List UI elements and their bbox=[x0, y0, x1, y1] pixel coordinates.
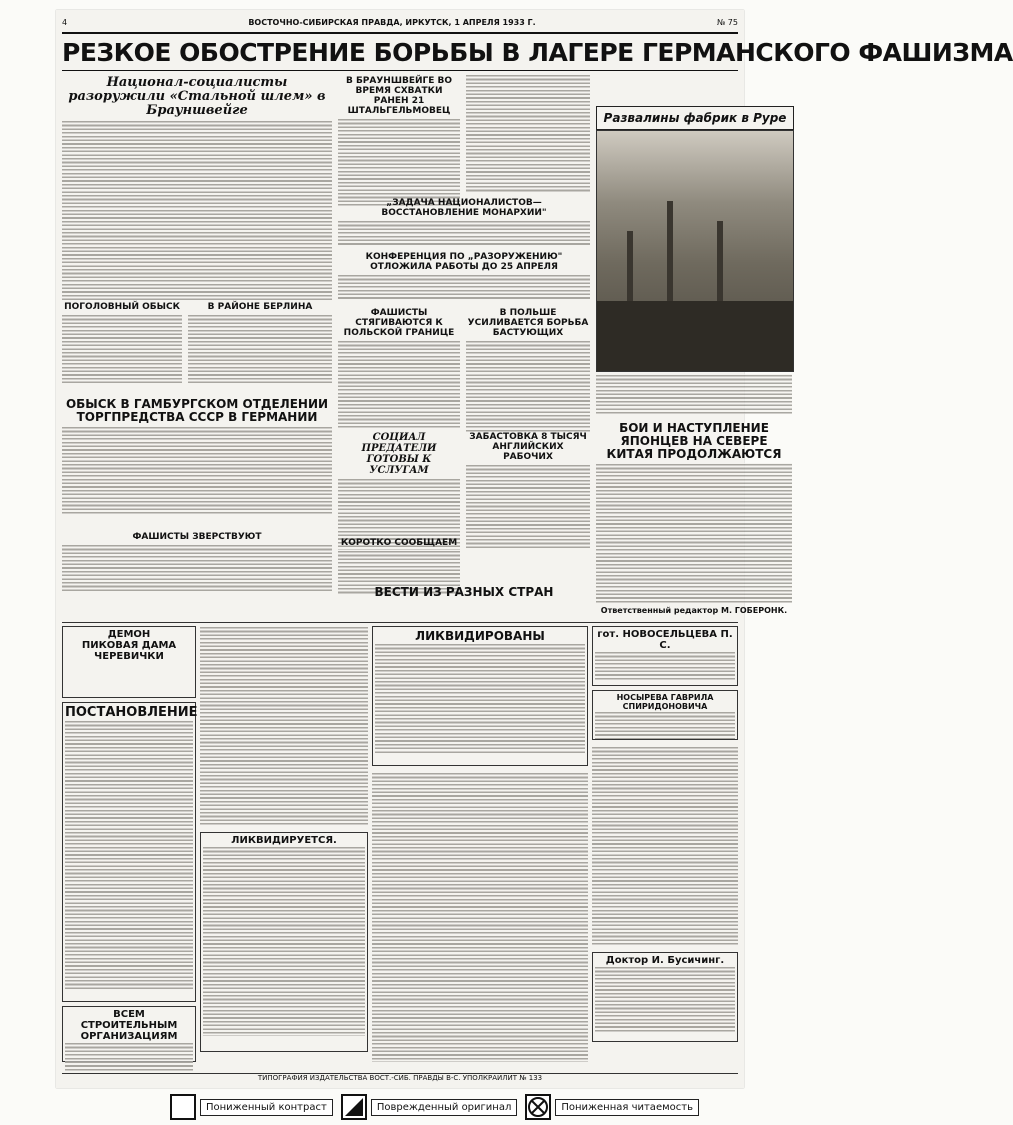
article-beasts bbox=[62, 530, 332, 594]
main-banner: РЕЗКОЕ ОБОСТРЕНИЕ БОРЬБЫ В ЛАГЕРЕ ГЕРМАНСКОГО ФАШИЗМА bbox=[62, 36, 738, 71]
doctor-title: Доктор И. Бусичинг. bbox=[605, 955, 725, 966]
legend-low-readability-label: Пониженная читаемость bbox=[555, 1099, 699, 1116]
legend-damaged bbox=[341, 1094, 518, 1120]
article-fascists-pull bbox=[338, 306, 460, 424]
article-conference-body bbox=[338, 274, 590, 300]
article-clash-cont-body bbox=[466, 74, 590, 192]
novoseltseva-ad bbox=[592, 626, 738, 686]
liquidate-ad bbox=[372, 626, 588, 766]
liquidated-title: ЛИКВИДИРОВАНЫ bbox=[415, 629, 545, 643]
legend-low-contrast-label: Пониженный контраст bbox=[200, 1099, 333, 1116]
issue-number: № 75 bbox=[716, 18, 738, 27]
article-news-headline: ВЕСТИ ИЗ РАЗНЫХ СТРАН bbox=[374, 585, 554, 599]
article-strike-headline: ЗАБАСТОВКА 8 ТЫСЯЧ АНГЛИЙСКИХ РАБОЧИХ bbox=[469, 432, 587, 462]
article-strike-body bbox=[466, 464, 590, 548]
builders-body bbox=[65, 1042, 193, 1072]
ads-col-3 bbox=[372, 626, 588, 1066]
article-monarchy-body bbox=[338, 220, 590, 246]
article-japan-body bbox=[596, 463, 792, 603]
doctor-body bbox=[595, 966, 735, 1032]
opera-ad bbox=[62, 626, 196, 698]
newspaper-page bbox=[56, 10, 1013, 1088]
low-readability-icon bbox=[525, 1094, 551, 1120]
article-japan bbox=[596, 420, 792, 600]
article-traitors bbox=[338, 430, 460, 530]
ads-col-2-top bbox=[200, 626, 368, 826]
article-disarm-body bbox=[62, 120, 332, 300]
nosyreva-title: НОСЫРЕВА ГАВРИЛА СПИРИДОНОВИЧА bbox=[616, 693, 714, 711]
article-news bbox=[338, 584, 590, 612]
article-berlin bbox=[188, 300, 332, 390]
decree-body bbox=[65, 720, 193, 990]
liquidate-ad-2 bbox=[200, 832, 368, 1052]
quality-legend bbox=[170, 1094, 699, 1120]
decree-title: ПОСТАНОВЛЕНИЕ bbox=[65, 705, 198, 720]
ads-divider bbox=[62, 622, 738, 623]
photo-caption: Развалины фабрик в Руре bbox=[596, 106, 794, 130]
photo-text bbox=[596, 374, 792, 414]
chimney-shape bbox=[667, 201, 673, 311]
ad-demon: ДЕМОН bbox=[107, 629, 151, 640]
article-pogrom-body bbox=[62, 314, 182, 384]
article-briefly-headline: КОРОТКО СООБЩАЕМ bbox=[340, 538, 458, 548]
article-monarchy-headline: „ЗАДАЧА НАЦИОНАЛИСТОВ— ВОССТАНОВЛЕНИЕ МОНАРХИИ" bbox=[381, 198, 547, 218]
editor-line bbox=[596, 604, 792, 618]
legend-damaged-label: Поврежденный оригинал bbox=[371, 1099, 518, 1116]
legend-low-contrast bbox=[170, 1094, 333, 1120]
article-search-headline: ОБЫСК В ГАМБУРГСКОМ ОТДЕЛЕНИИ ТОРГПРЕДСТВА СССР В ГЕРМАНИИ bbox=[65, 397, 329, 424]
novoseltseva-body bbox=[595, 651, 735, 681]
article-clash bbox=[338, 74, 460, 192]
article-pogrom-headline: ПОГОЛОВНЫЙ ОБЫСК bbox=[64, 302, 180, 312]
article-berlin-body bbox=[188, 314, 332, 384]
article-struggle bbox=[466, 306, 590, 426]
article-fascists-pull-body bbox=[338, 340, 460, 428]
factory-ruins-photo bbox=[596, 130, 794, 372]
ads-col-3-bottom bbox=[372, 772, 588, 1062]
article-disarm bbox=[62, 74, 332, 294]
article-search-body bbox=[62, 426, 332, 516]
article-beasts-body bbox=[62, 544, 332, 592]
decree-ad bbox=[62, 702, 196, 1002]
article-search bbox=[62, 396, 332, 526]
ads-col-1 bbox=[62, 626, 196, 1066]
chimney-shape bbox=[627, 231, 633, 311]
damaged-original-icon bbox=[341, 1094, 367, 1120]
liquidated2-body bbox=[203, 846, 365, 1036]
nosyreva-ad bbox=[592, 690, 738, 740]
ad-dama: ПИКОВАЯ ДАМА bbox=[81, 640, 177, 651]
article-strike bbox=[466, 430, 590, 540]
article-monarchy bbox=[338, 196, 590, 246]
factory-building-shape bbox=[597, 301, 793, 371]
article-traitors-headline: СОЦИАЛ ПРЕДАТЕЛИ ГОТОВЫ К УСЛУГАМ bbox=[361, 432, 437, 476]
article-beasts-headline: ФАШИСТЫ ЗВЕРСТВУЮТ bbox=[132, 532, 262, 542]
article-berlin-headline: В РАЙОНЕ БЕРЛИНА bbox=[207, 302, 313, 312]
article-clash-body bbox=[338, 118, 460, 208]
paper-line: ВОСТОЧНО-СИБИРСКАЯ ПРАВДА, ИРКУТСК, 1 АПРЕЛЯ 1933 Г. bbox=[248, 18, 536, 27]
article-conference bbox=[338, 250, 590, 300]
low-contrast-icon bbox=[170, 1094, 196, 1120]
article-japan-headline: БОИ И НАСТУПЛЕНИЕ ЯПОНЦЕВ НА СЕВЕРЕ КИТАЯ ПРОДОЛЖАЮТСЯ bbox=[606, 421, 782, 461]
chimney-shape bbox=[717, 221, 723, 311]
printer-footer: ТИПОГРАФИЯ ИЗДАТЕЛЬСТВА ВОСТ.-СИБ. ПРАВДЫ В-С. УПОЛКРАЙЛИТ № 133 bbox=[62, 1073, 738, 1084]
doctor-ad bbox=[592, 952, 738, 1042]
editor-name: Ответственный редактор М. ГОБЕРОНК. bbox=[600, 606, 788, 615]
article-fascists-pull-headline: ФАШИСТЫ СТЯГИВАЮТСЯ К ПОЛЬСКОЙ ГРАНИЦЕ bbox=[343, 308, 455, 338]
builders-title: ВСЕМ СТРОИТЕЛЬНЫМ ОРГАНИЗАЦИЯМ bbox=[80, 1009, 178, 1042]
legend-low-readability bbox=[525, 1094, 699, 1120]
article-conference-headline: КОНФЕРЕНЦИЯ ПО „РАЗОРУЖЕНИЮ" ОТЛОЖИЛА РАБОТЫ ДО 25 АПРЕЛЯ bbox=[365, 252, 563, 272]
article-struggle-body bbox=[466, 340, 590, 432]
article-disarm-headline: Национал-социалисты разоружили «Стальной шлем» в Брауншвейге bbox=[68, 75, 326, 118]
article-struggle-headline: В ПОЛЬШЕ УСИЛИВАЕТСЯ БОРЬБА БАСТУЮЩИХ bbox=[467, 308, 589, 338]
article-pogrom bbox=[62, 300, 182, 390]
photo-text-body bbox=[596, 374, 792, 414]
article-clash-cont bbox=[466, 74, 590, 192]
ads-col-4-mid bbox=[592, 746, 738, 946]
builders-ad bbox=[62, 1006, 196, 1062]
novoseltseva-title: гот. НОВОСЕЛЬЦЕВА П. С. bbox=[597, 629, 733, 651]
running-header bbox=[62, 18, 738, 34]
ad-cherevichki: ЧЕРЕВИЧКИ bbox=[94, 651, 164, 662]
article-clash-headline: В БРАУНШВЕЙГЕ ВО ВРЕМЯ СХВАТКИ РАНЕН 21 ШТАЛЬГЕЛЬМОВЕЦ bbox=[345, 76, 453, 116]
nosyreva-body bbox=[595, 711, 735, 739]
ads-col-4 bbox=[592, 626, 738, 1066]
ads-col-2 bbox=[200, 626, 368, 1066]
page-number: 4 bbox=[62, 18, 68, 27]
liquidated2-title: ЛИКВИДИРУЕТСЯ. bbox=[231, 835, 337, 846]
liquidated-body bbox=[375, 643, 585, 755]
